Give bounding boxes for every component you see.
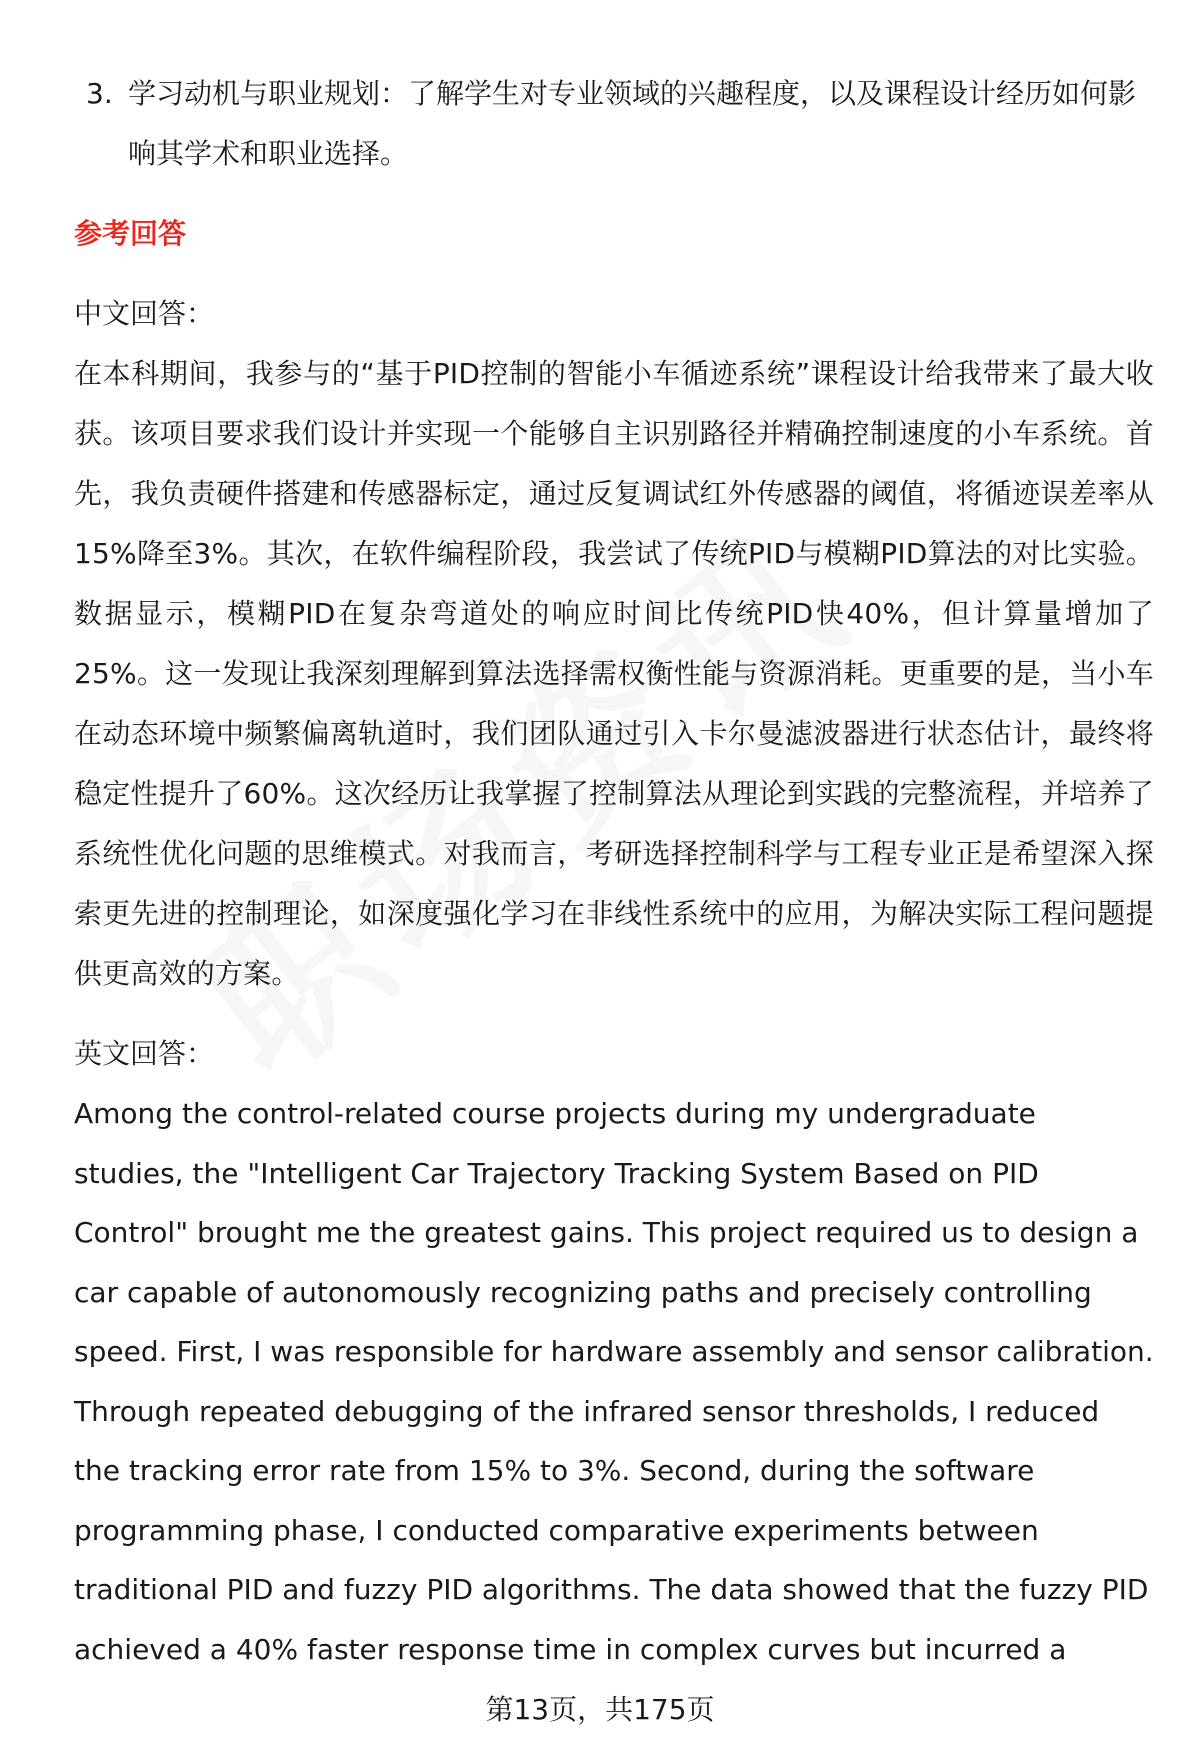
english-answer-text: Among the control-related course projects during my undergraduate studies, the "Intelligent Car Trajectory Tracking System Based on PID Control" brought me the greatest gains. This project required us to design a car capable of autonomously recognizing paths and precisely controlling speed. First, I was responsible for hardware assembly and sensor calibration. Through repeated debugging of the infrared sensor thresholds, I reduced the tracking error rate from 15% to 3%. Second, during the software programming phase, I conducted comparative experiments between traditional PID and fuzzy PID algorithms. The data showed that the fuzzy PID achieved a 40% faster response time in complex curves but incurred a [74, 1097, 1154, 1666]
list-item-number: 3. [86, 77, 113, 110]
list-item-text: 学习动机与职业规划：了解学生对专业领域的兴趣程度，以及课程设计经历如何影响其学术和职业选择。 [128, 77, 1137, 170]
chinese-answer-label: 中文回答： [74, 297, 215, 330]
page-number: 第13页，共175页 [485, 1693, 715, 1726]
english-answer-label: 英文回答： [74, 1037, 215, 1070]
page-content [74, 64, 1154, 1679]
list-item-3 [74, 64, 1154, 184]
chinese-answer-text: 在本科期间，我参与的“基于PID控制的智能小车循迹系统”课程设计给我带来了最大收获。该项目要求我们设计并实现一个能够自主识别路径并精确控制速度的小车系统。首先，我负责硬件搭建和传感器标定，通过反复调试红外传感器的阈值，将循迹误差率从15%降至3%。其次，在软件编程阶段，我尝试了传统PID与模糊PID算法的对比实验。数据显示，模糊PID在复杂弯道处的响应时间比传统PID快40%，但计算量增加了25%。这一发现让我深刻理解到算法选择需权衡性能与资源消耗。更重要的是，当小车在动态环境中频繁偏离轨道时，我们团队通过引入卡尔曼滤波器进行状态估计，最终将稳定性提升了60%。这次经历让我掌握了控制算法从理论到实践的完整流程，并培养了系统性优化问题的思维模式。对我而言，考研选择控制科学与工程专业正是希望深入探索更先进的控制理论，如深度强化学习在非线性系统中的应用，为解决实际工程问题提供更高效的方案。 [74, 357, 1154, 990]
answer-heading: 参考回答 [74, 217, 187, 250]
